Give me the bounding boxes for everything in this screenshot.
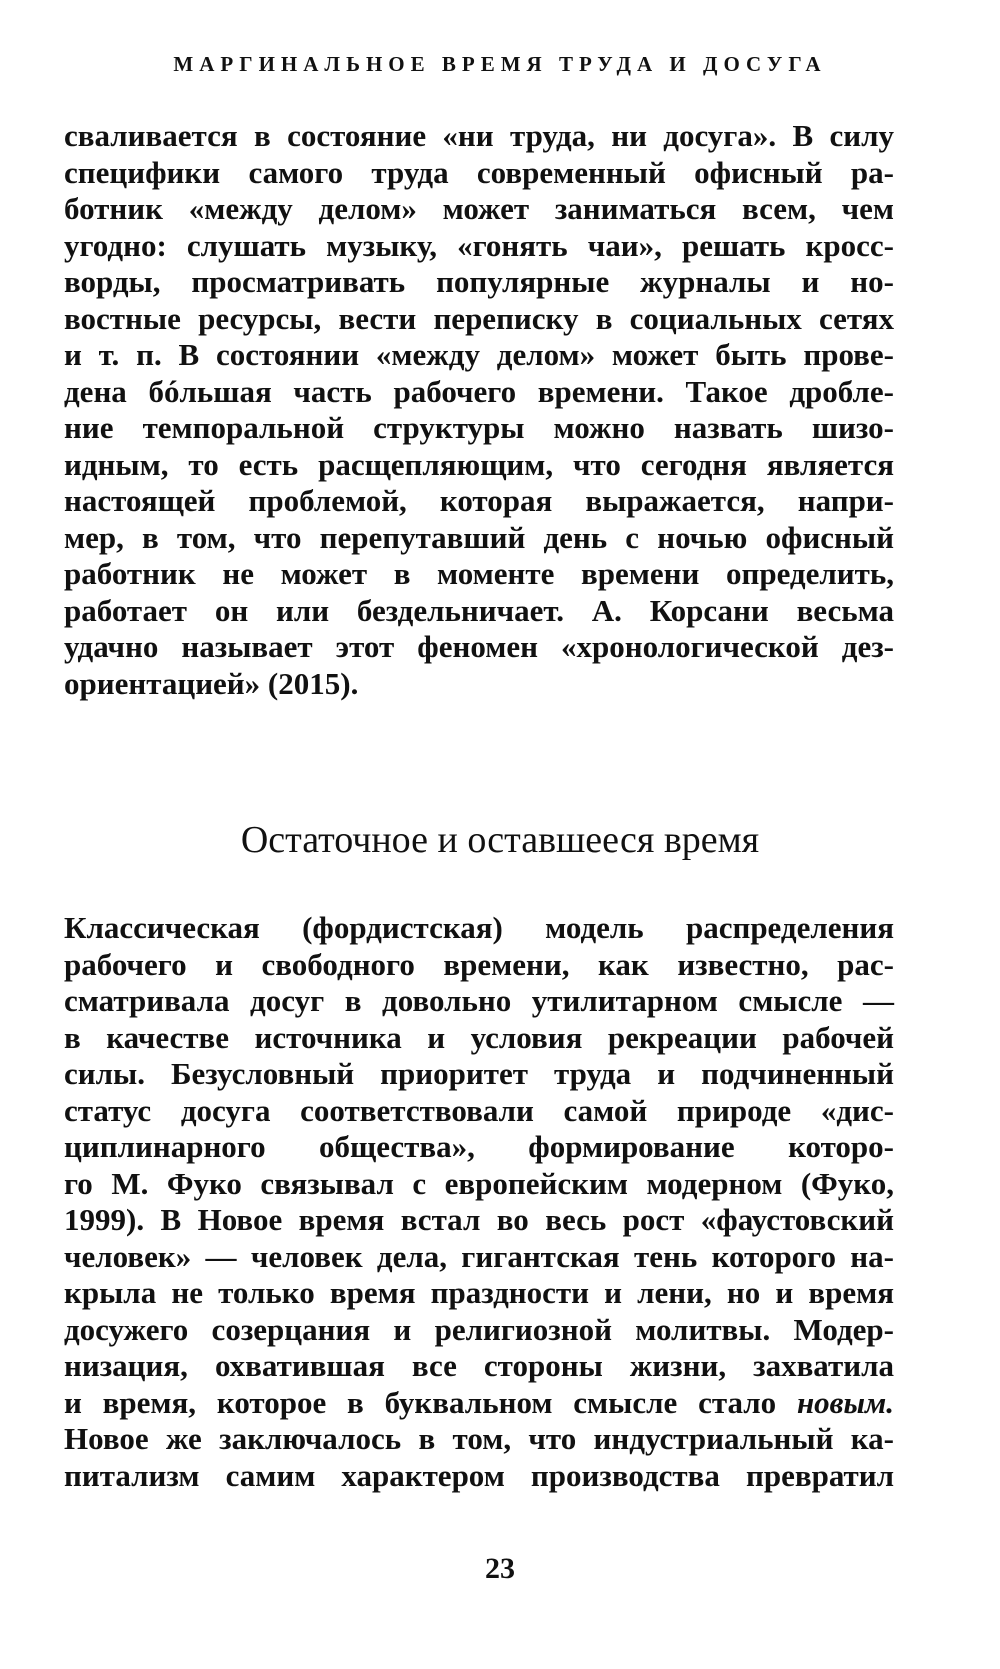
paragraph-2-line: сматривала досуг в довольно утилитарном смысле — [64, 983, 894, 1018]
paragraph-2-line: человек» — человек дела, гигантская тень которого на- [64, 1238, 894, 1274]
paragraph-1-line: и т. п. В состоянии «между делом» может быть прове- [64, 337, 894, 372]
paragraph-1-line: работает он или бездельничает. А. Корсани весьма [64, 592, 894, 628]
paragraph-2-line-text: и время, которое в буквальном смысле стало [64, 1384, 777, 1420]
paragraph-2-line: Новое же заключалось в том, что индустриальный ка- [64, 1421, 894, 1456]
paragraph-2-line: рабочего и свободного времени, как известно, рас- [64, 946, 894, 982]
paragraph-1 [64, 118, 894, 702]
paragraph-2-line: циплинарного общества», формирование которо- [64, 1129, 894, 1164]
paragraph-1-line: востные ресурсы, вести переписку в социальных сетях [64, 300, 894, 336]
paragraph-1-line: работник не может в моменте времени определить, [64, 556, 894, 591]
paragraph-1-line: ворды, просматривать популярные журналы и но- [64, 264, 894, 299]
paragraph-2-line: статус досуга соответствовали самой природе «дис- [64, 1092, 894, 1128]
section-heading: Остаточное и оставшееся время [240, 819, 760, 861]
paragraph-2-line-with-italic [64, 1385, 894, 1422]
paragraph-2-line: крыла не только время праздности и лени, но и время [64, 1275, 894, 1310]
paragraph-1-line: дена бóльшая часть рабочего времени. Такое дробле- [64, 373, 894, 409]
paragraph-1-line: сваливается в состояние «ни труда, ни досуга». В силу [64, 118, 894, 153]
paragraph-2-line: силы. Безусловный приоритет труда и подчиненный [64, 1056, 894, 1091]
paragraph-1-line: мер, в том, что перепутавший день с ночью офисный [64, 519, 894, 555]
paragraph-1-line: идным, то есть расщепляющим, что сегодня является [64, 446, 894, 482]
paragraph-2-line: го М. Фуко связывал с европейским модерном (Фуко, [64, 1165, 894, 1201]
paragraph-1-line: угодно: слушать музыку, «гонять чаи», решать кросс- [64, 227, 894, 263]
paragraph-1-line: ние темпоральной структуры можно назвать шизо- [64, 410, 894, 445]
running-head: МАРГИНАЛЬНОЕ ВРЕМЯ ТРУДА И ДОСУГА [173, 52, 827, 76]
paragraph-1-line: специфики самого труда современный офисный ра- [64, 154, 894, 190]
paragraph-2-line: в качестве источника и условия рекреации рабочей [64, 1019, 894, 1055]
paragraph-2-line: Классическая (фордистская) модель распределения [64, 910, 894, 945]
italic-word: новым. [796, 1384, 895, 1420]
page-number: 23 [485, 1552, 515, 1585]
paragraph-1-line: удачно называет этот феномен «хронологической дез- [64, 629, 894, 664]
paragraph-2-line: питализм самим характером производства превратил [64, 1457, 894, 1493]
paragraph-1-line: ориентацией» (2015). [64, 665, 359, 701]
paragraph-2-line: низация, охватившая все стороны жизни, захватила [64, 1348, 894, 1383]
paragraph-2-line: 1999). В Новое время встал во весь рост «фаустовский [64, 1202, 894, 1237]
paragraph-1-line: ботник «между делом» может заниматься всем, чем [64, 191, 894, 226]
paragraph-1-line: настоящей проблемой, которая выражается, напри- [64, 483, 894, 518]
paragraph-2-line: досужего созерцания и религиозной молитвы. Модер- [64, 1311, 894, 1347]
paragraph-2 [64, 910, 894, 1494]
